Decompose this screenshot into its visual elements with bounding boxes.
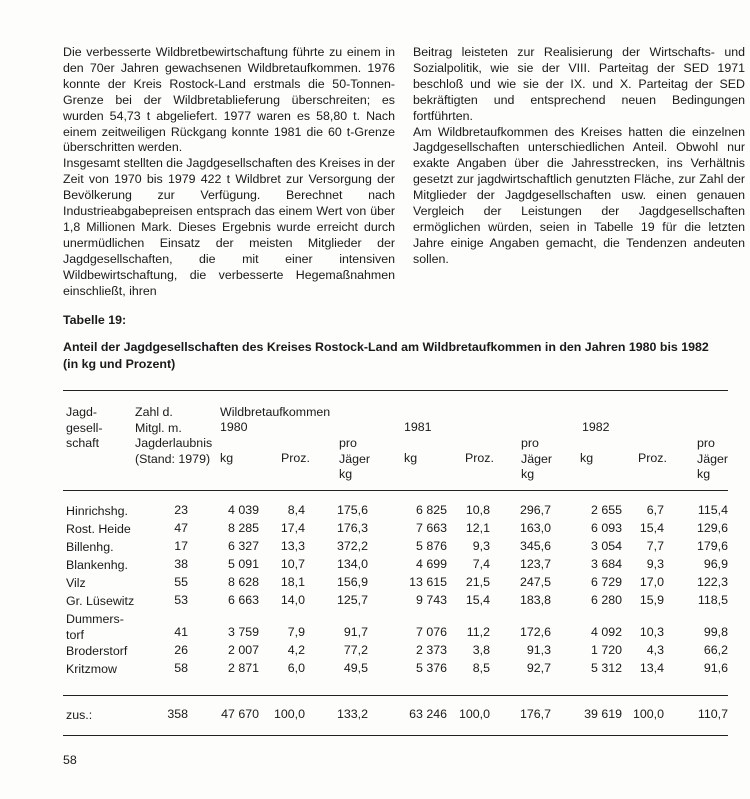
cell-p82: 13,4 — [639, 661, 664, 675]
cell-kg82: 6 729 — [590, 575, 622, 589]
header-pro-jaeger-1981: pro Jäger kg — [521, 436, 552, 481]
cell-j80: 77,2 — [343, 643, 368, 657]
header-year-1981: 1981 — [404, 420, 432, 434]
cell-j82: 96,9 — [703, 557, 728, 571]
cell-kg81: 4 699 — [415, 557, 447, 571]
cell-p80: 8,4 — [287, 503, 305, 517]
cell-p80: 17,4 — [280, 521, 305, 535]
cell-members: 358 — [167, 707, 188, 721]
cell-name: Broderstorf — [66, 644, 128, 658]
page-number: 58 — [63, 753, 77, 767]
cell-p82: 100,0 — [632, 707, 664, 721]
cell-j80: 134,0 — [336, 557, 368, 571]
cell-members: 58 — [174, 661, 188, 675]
cell-members: 38 — [174, 557, 188, 571]
table-header-rule — [63, 490, 728, 491]
cell-j80: 372,2 — [336, 539, 368, 553]
cell-p82: 15,4 — [639, 521, 664, 535]
cell-kg80: 6 327 — [227, 539, 259, 553]
cell-kg82: 5 312 — [590, 661, 622, 675]
cell-kg81: 63 246 — [409, 707, 447, 721]
cell-kg82: 3 054 — [590, 539, 622, 553]
cell-p81: 10,8 — [465, 503, 490, 517]
cell-j82: 122,3 — [696, 575, 728, 589]
cell-members: 55 — [174, 575, 188, 589]
header-kg-1980: kg — [220, 451, 234, 465]
cell-p81: 100,0 — [458, 707, 490, 721]
cell-members: 53 — [174, 593, 188, 607]
cell-name: Hinrichshg. — [66, 504, 128, 518]
header-kg-1981: kg — [404, 451, 418, 465]
cell-kg80: 47 670 — [221, 707, 259, 721]
cell-p82: 10,3 — [639, 625, 664, 639]
cell-name: Dummers- torf — [66, 612, 124, 642]
cell-kg81: 7 076 — [415, 625, 447, 639]
cell-j82: 91,6 — [703, 661, 728, 675]
cell-p82: 7,7 — [646, 539, 664, 553]
table-bottom-rule — [63, 735, 728, 736]
cell-j81: 123,7 — [519, 557, 551, 571]
cell-kg80: 2 871 — [227, 661, 259, 675]
cell-kg81: 9 743 — [415, 593, 447, 607]
cell-kg82: 4 092 — [590, 625, 622, 639]
cell-kg82: 39 619 — [584, 707, 622, 721]
cell-p81: 3,8 — [472, 643, 490, 657]
cell-p80: 4,2 — [287, 643, 305, 657]
header-wildbretaufkommen: Wildbretaufkommen — [220, 405, 331, 419]
cell-kg80: 3 759 — [227, 625, 259, 639]
cell-j81: 296,7 — [519, 503, 551, 517]
cell-kg82: 2 655 — [590, 503, 622, 517]
cell-j82: 115,4 — [697, 503, 728, 517]
cell-j80: 49,5 — [343, 661, 368, 675]
cell-name: Vilz — [66, 576, 86, 590]
cell-p82: 17,0 — [639, 575, 664, 589]
header-pro-jaeger-1982: pro Jäger kg — [697, 436, 728, 481]
cell-p80: 10,7 — [280, 557, 305, 571]
cell-p82: 6,7 — [646, 503, 664, 517]
cell-p82: 15,9 — [639, 593, 664, 607]
cell-name: Rost. Heide — [66, 522, 131, 536]
cell-j80: 125,7 — [336, 593, 368, 607]
cell-j82: 179,6 — [696, 539, 728, 553]
table-top-rule — [63, 390, 728, 391]
cell-members: 23 — [174, 503, 188, 517]
cell-j80: 175,6 — [336, 503, 368, 517]
cell-j82: 129,6 — [696, 521, 728, 535]
cell-p81: 7,4 — [472, 557, 490, 571]
cell-kg81: 5 376 — [415, 661, 447, 675]
cell-name: Blankenhg. — [66, 558, 129, 572]
cell-kg81: 2 373 — [415, 643, 447, 657]
cell-j81: 247,5 — [519, 575, 551, 589]
header-pro-jaeger-1980: pro Jäger kg — [339, 436, 370, 481]
cell-p81: 15,4 — [465, 593, 490, 607]
cell-p81: 11,2 — [466, 625, 490, 639]
cell-j80: 176,3 — [336, 521, 368, 535]
cell-name: Gr. Lüsewitz — [66, 594, 135, 608]
header-proz-1980: Proz. — [281, 451, 310, 465]
cell-j81: 163,0 — [519, 521, 551, 535]
cell-kg82: 6 093 — [590, 521, 622, 535]
cell-j82: 118,5 — [697, 593, 728, 607]
table-title: Anteil der Jagdgesellschaften des Kreises Rostock-Land am Wildbretaufkommen in den Jahren 1980 bis 1982 (in kg und Prozent) — [63, 340, 709, 371]
header-proz-1982: Proz. — [638, 451, 667, 465]
cell-j82: 66,2 — [703, 643, 728, 657]
cell-j80: 133,2 — [336, 707, 368, 721]
cell-kg80: 8 628 — [227, 575, 259, 589]
cell-j81: 176,7 — [519, 707, 551, 721]
table-label: Tabelle 19: — [63, 313, 127, 327]
cell-name: Kritzmow — [66, 662, 117, 676]
cell-j80: 91,7 — [343, 625, 368, 639]
cell-p82: 4,3 — [646, 643, 664, 657]
cell-members: 26 — [174, 643, 188, 657]
cell-p80: 7,9 — [287, 625, 305, 639]
cell-j81: 183,8 — [519, 593, 551, 607]
header-jagdgesellschaft: Jagd- gesell- schaft — [66, 405, 103, 450]
text-column-right — [413, 45, 745, 268]
header-members: Zahl d. Mitgl. m. Jagderlaubnis (Stand: 1979) — [135, 405, 213, 466]
cell-p80: 100,0 — [273, 707, 305, 721]
cell-kg80: 6 663 — [227, 593, 259, 607]
cell-name: zus.: — [66, 708, 93, 722]
cell-kg82: 6 280 — [590, 593, 622, 607]
cell-kg81: 5 876 — [415, 539, 447, 553]
cell-kg82: 3 684 — [590, 557, 622, 571]
cell-members: 41 — [174, 625, 188, 639]
paragraph: Die verbesserte Wildbretbewirtschaftung führte zu einem in den 70er Jahren gewachsenen Wildbretaufkommen. 1976 konnte der Kreis Rostock-Land erstmals die 50-Tonnen-Grenze bei der Wildbretablieferung überschreiten; es wurden 54,73 t abgeliefert. 1977 waren es 58,80 t. Nach einem zeitweiligen Rückgang konnte 1981 die 60 t-Grenze überschritten werden. — [63, 45, 395, 155]
cell-p81: 21,5 — [465, 575, 490, 589]
header-proz-1981: Proz. — [465, 451, 494, 465]
cell-kg81: 13 615 — [409, 575, 447, 589]
cell-p80: 18,1 — [280, 575, 305, 589]
table-total-rule — [63, 695, 728, 696]
cell-kg80: 2 007 — [227, 643, 259, 657]
cell-p80: 13,3 — [280, 539, 305, 553]
text-column-left — [63, 45, 395, 300]
paragraph: Insgesamt stellten die Jagdgesellschaften des Kreises in der Zeit von 1970 bis 1979 422 t Wildbret zur Versorgung der Bevölkerung zur Verfügung. Berechnet nach Industrieabgabepreisen entsprach das einem Wert von über 1,8 Millionen Mark. Dieses Ergebnis wurde erreicht durch unermüdlichen Einsatz der meisten Mitglieder der Jagdgesellschaften, die mit einer intensiven Wildbewirtschaftung, die verbesserte Hegemaßnahmen einschließt, ihren — [63, 156, 395, 298]
cell-kg80: 8 285 — [227, 521, 259, 535]
cell-j81: 92,7 — [526, 661, 551, 675]
cell-kg80: 5 091 — [227, 557, 259, 571]
cell-members: 17 — [174, 539, 188, 553]
cell-p80: 14,0 — [280, 593, 305, 607]
paragraph: Am Wildbretaufkommen des Kreises hatten die einzelnen Jagdgesellschaften unterschiedlichen Anteil. Obwohl nur exakte Angaben über die Jahresstrecken, ins Verhältnis gesetzt zur jagdwirtschaftlich genutzten Fläche, zur Zahl der Mitglieder der Jagdgesellschaften usw. einen genauen Vergleich der Leistungen der Jagdgesellschaften ermöglichen würden, seien in Tabelle 19 für die letzten Jahre einige Angaben gemacht, die Tendenzen andeuten sollen. — [413, 124, 745, 266]
cell-kg80: 4 039 — [227, 503, 259, 517]
cell-j81: 91,3 — [526, 643, 551, 657]
cell-name: Billenhg. — [66, 540, 114, 554]
cell-j81: 172,6 — [519, 625, 551, 639]
header-year-1980: 1980 — [220, 420, 248, 434]
cell-j80: 156,9 — [336, 575, 368, 589]
cell-p81: 12,1 — [465, 521, 490, 535]
cell-p81: 9,3 — [472, 539, 490, 553]
cell-j82: 110,7 — [697, 707, 728, 721]
cell-kg82: 1 720 — [590, 643, 622, 657]
cell-kg81: 6 825 — [415, 503, 447, 517]
cell-p80: 6,0 — [287, 661, 305, 675]
cell-members: 47 — [174, 521, 188, 535]
paragraph: Beitrag leisteten zur Realisierung der Wirtschafts- und Sozialpolitik, wie sie der VIII. Parteitag der SED 1971 beschloß und wie sie der IX. und X. Parteitag der SED bekräftigten und entsprechend neuen Bedingungen fortführten. — [413, 45, 745, 123]
cell-kg81: 7 663 — [415, 521, 447, 535]
header-year-1982: 1982 — [582, 420, 610, 434]
cell-j82: 99,8 — [703, 625, 728, 639]
cell-p81: 8,5 — [472, 661, 490, 675]
cell-p82: 9,3 — [646, 557, 664, 571]
header-kg-1982: kg — [580, 451, 594, 465]
cell-j81: 345,6 — [519, 539, 551, 553]
